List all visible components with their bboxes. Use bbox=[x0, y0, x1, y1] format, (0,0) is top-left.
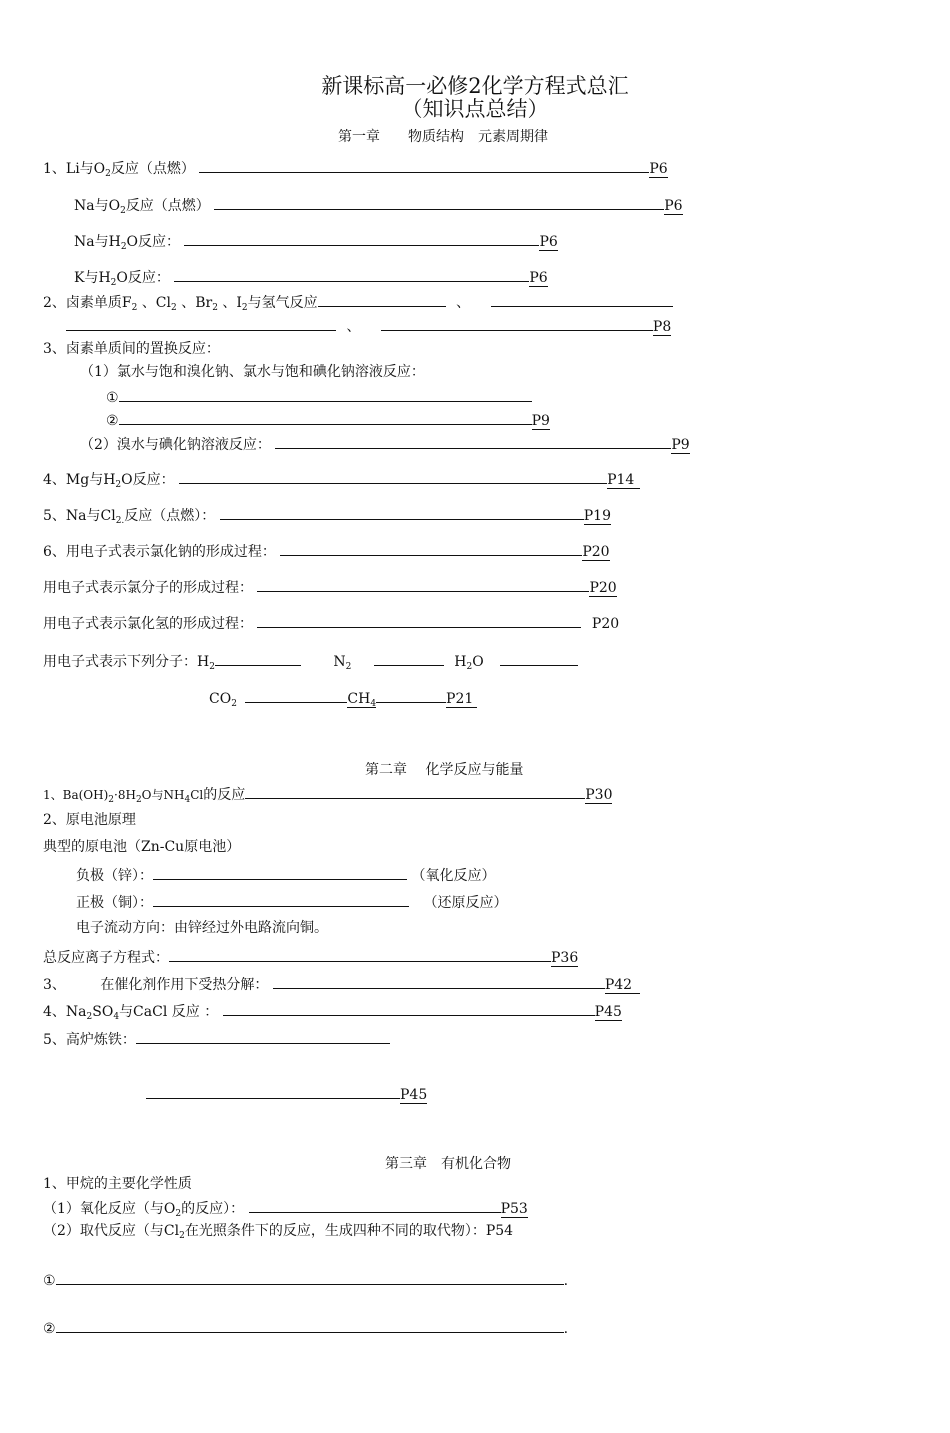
page-ref: P45 bbox=[400, 1087, 428, 1103]
page-ref: P6 bbox=[539, 234, 558, 250]
answer-blank[interactable] bbox=[257, 613, 581, 628]
answer-blank[interactable] bbox=[119, 387, 532, 402]
answer-blank[interactable] bbox=[245, 688, 347, 703]
answer-blank[interactable] bbox=[280, 541, 582, 556]
page-ref: P20 bbox=[591, 616, 620, 632]
document-title: 新课标高一必修2化学方程式总汇 bbox=[321, 74, 629, 98]
answer-blank[interactable] bbox=[56, 1270, 564, 1285]
answer-blank[interactable] bbox=[374, 651, 444, 666]
ch3-q1-title: 1、甲烷的主要化学性质 bbox=[43, 1176, 192, 1192]
answer-blank[interactable] bbox=[119, 410, 532, 425]
ch1-q1-na: Na与$O_2$反应（点燃） P6 bbox=[74, 195, 683, 215]
ch1-q2-line2: 、 P8 bbox=[66, 316, 671, 336]
answer-blank[interactable] bbox=[500, 651, 578, 666]
chapter2-heading: 第二章 化学反应与能量 bbox=[365, 762, 524, 778]
answer-blank[interactable] bbox=[381, 316, 653, 331]
page-ref: P21 bbox=[446, 691, 477, 708]
answer-blank[interactable] bbox=[214, 195, 664, 210]
page-ref: P8 bbox=[652, 319, 672, 335]
answer-blank[interactable] bbox=[318, 292, 446, 307]
page-ref: P9 bbox=[671, 437, 690, 453]
ch3-q1-oxidation: （1）氧化反应（与$O_2$的反应）： P53 bbox=[43, 1198, 528, 1218]
answer-blank[interactable] bbox=[169, 947, 551, 962]
answer-blank[interactable] bbox=[199, 158, 649, 173]
answer-blank[interactable] bbox=[146, 1084, 400, 1099]
ch2-q5-ironmaking: 5、高炉炼铁： bbox=[43, 1029, 390, 1049]
ch1-q1-k-h2o: K与$H_2O$反应： P6 bbox=[74, 267, 548, 287]
ch3-q1-substitution: （2）取代反应（与$Cl_2$在光照条件下的反应，生成四种不同的取代物）：P54 bbox=[43, 1223, 514, 1241]
answer-blank[interactable] bbox=[376, 688, 446, 703]
answer-blank[interactable] bbox=[215, 651, 301, 666]
ch2-q2-negative: 负极（锌）： （氧化反应） bbox=[76, 865, 495, 885]
page-ref: P14 bbox=[607, 472, 640, 489]
ch2-q2-flow: 电子流动方向：由锌经过外电路流向铜。 bbox=[76, 920, 328, 936]
ch1-q6-co2-ch4: $CO_2$ $CH_4$ P21 bbox=[209, 688, 477, 708]
ch1-q3-c1: ① bbox=[106, 387, 532, 407]
answer-blank[interactable] bbox=[220, 505, 584, 520]
chapter1-heading: 第一章 物质结构 元素周期律 bbox=[338, 129, 548, 145]
page-ref: P20 bbox=[589, 580, 617, 596]
ch3-c2: ② . bbox=[43, 1318, 568, 1338]
ch1-q3-sub2: （2）溴水与碘化钠溶液反应： P9 bbox=[80, 434, 690, 454]
ch1-q3-title: 3、卤素单质间的置换反应： bbox=[43, 341, 220, 357]
answer-blank[interactable] bbox=[275, 434, 671, 449]
answer-blank[interactable] bbox=[249, 1198, 501, 1213]
ch1-q6-molecules: 用电子式表示下列分子：$H_2$ $N_2$ $H_2O$ bbox=[43, 651, 578, 671]
ch2-q4-na2so4: 4、$Na_2SO_4$与CaCl 反应 ： P45 bbox=[43, 1001, 622, 1021]
ch1-q6-nacl: 6、用电子式表示氯化钠的形成过程： P20 bbox=[43, 541, 610, 561]
page-ref: P53 bbox=[500, 1201, 528, 1217]
answer-blank[interactable] bbox=[245, 784, 585, 799]
chapter3-heading: 第三章 有机化合物 bbox=[385, 1156, 511, 1172]
answer-blank[interactable] bbox=[491, 292, 673, 307]
page-ref: P36 bbox=[551, 950, 579, 966]
ch1-q3-c2: ② P9 bbox=[106, 410, 550, 430]
answer-blank[interactable] bbox=[223, 1001, 595, 1016]
answer-blank[interactable] bbox=[56, 1318, 564, 1333]
ch1-q4-mg-h2o: 4、Mg与$H_2O$反应： P14 bbox=[43, 469, 640, 489]
page-ref: P9 bbox=[531, 413, 550, 429]
page-ref: P19 bbox=[583, 508, 611, 524]
ch1-q6-hcl: 用电子式表示氯化氢的形成过程： P20 bbox=[43, 613, 619, 633]
document-subtitle: （知识点总结） bbox=[401, 97, 549, 121]
answer-blank[interactable] bbox=[153, 865, 407, 880]
page-ref: P6 bbox=[664, 198, 683, 214]
answer-blank[interactable] bbox=[179, 469, 607, 484]
ch1-q1-na-h2o: Na与$H_2O$反应： P6 bbox=[74, 231, 558, 251]
ch2-q2-total: 总反应离子方程式： P36 bbox=[43, 947, 578, 967]
ch2-q1-baoh2: 1、$Ba(OH)_2\cdot 8H_2O$与$NH_4Cl$的反应 P30 bbox=[43, 784, 612, 804]
page-ref: P45 bbox=[594, 1004, 622, 1020]
ch2-q3-decompose: 3、 在催化剂作用下受热分解： P42 bbox=[43, 974, 640, 994]
page-ref: P30 bbox=[585, 787, 613, 803]
ch2-q2-positive: 正极（铜）： （还原反应） bbox=[76, 892, 507, 912]
answer-blank[interactable] bbox=[66, 316, 336, 331]
page-ref: P6 bbox=[649, 161, 668, 177]
answer-blank[interactable] bbox=[136, 1029, 390, 1044]
ch1-q6-cl2: 用电子式表示氯分子的形成过程： P20 bbox=[43, 577, 617, 597]
ch1-q2-halogen-h2: 2、卤素单质$F_2$ 、$Cl_2$ 、$Br_2$ 、$I_2$与氢气反应 、 bbox=[43, 292, 673, 312]
answer-blank[interactable] bbox=[257, 577, 589, 592]
page-ref: P42 bbox=[605, 977, 640, 994]
page-ref: P20 bbox=[582, 544, 610, 560]
answer-blank[interactable] bbox=[153, 892, 409, 907]
answer-blank[interactable] bbox=[184, 231, 539, 246]
page-ref: P6 bbox=[529, 270, 548, 286]
ch3-c1: ① . bbox=[43, 1270, 568, 1290]
answer-blank[interactable] bbox=[174, 267, 529, 282]
ch1-q1-li: 1、Li与$O_2$反应（点燃） P6 bbox=[43, 158, 668, 178]
ch1-q3-sub1: （1）氯水与饱和溴化钠、氯水与饱和碘化钠溶液反应： bbox=[80, 364, 425, 380]
ch4-formula: $CH_4$ bbox=[347, 691, 377, 709]
ch2-q2-typical: 典型的原电池（Zn-Cu原电池） bbox=[43, 839, 241, 855]
ch1-q5-na-cl2: 5、Na与$Cl_{2.}$反应（点燃）： P19 bbox=[43, 505, 611, 525]
ch2-q2-title: 2、原电池原理 bbox=[43, 812, 136, 828]
ch2-q5-line2 bbox=[146, 1084, 427, 1104]
answer-blank[interactable] bbox=[273, 974, 605, 989]
